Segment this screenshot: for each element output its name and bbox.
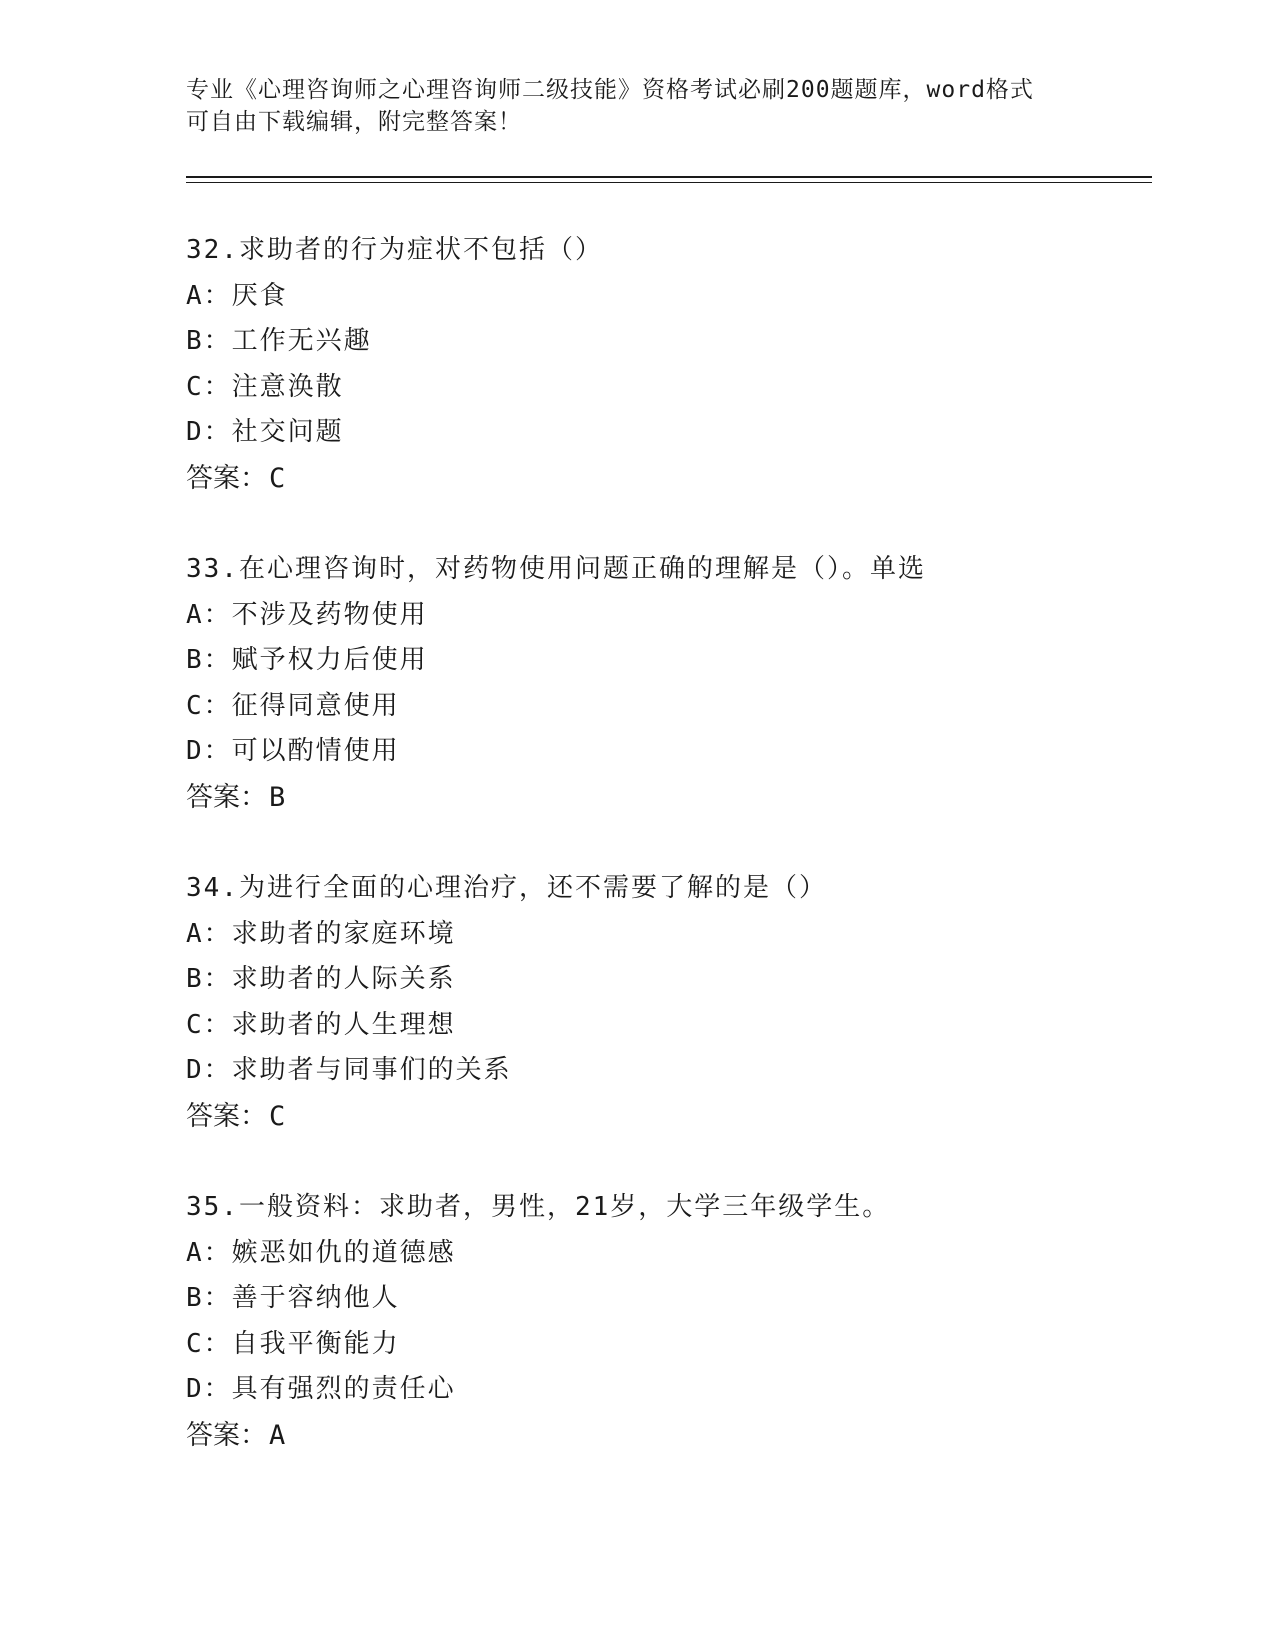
option-b: B：赋予权力后使用 [186,645,428,676]
option-b: B：求助者的人际关系 [186,964,456,995]
question-title: 34.为进行全面的心理治疗，还不需要了解的是（） [186,873,827,903]
option-a: A：不涉及药物使用 [186,599,428,630]
question-32 [186,228,1146,502]
option-a: A：厌食 [186,280,288,311]
answer-value: C [269,1100,286,1132]
question-title: 33.在心理咨询时，对药物使用问题正确的理解是（）。单选 [186,554,926,584]
question-title: 35.一般资料：求助者，男性，21岁，大学三年级学生。 [186,1192,891,1222]
question-35 [186,1185,1146,1459]
document-header [186,74,1086,138]
answer-label: 答案： [186,1100,267,1132]
option-c: C：征得同意使用 [186,690,400,721]
option-c: C：求助者的人生理想 [186,1009,456,1040]
answer-label: 答案： [186,462,267,494]
option-c: C：自我平衡能力 [186,1328,400,1359]
answer-line [186,775,1146,821]
question-33 [186,547,1146,821]
option-d: D：求助者与同事们的关系 [186,1055,512,1086]
option-a: A：求助者的家庭环境 [186,918,456,949]
answer-value: C [269,462,286,494]
header-line-1: 专业《心理咨询师之心理咨询师二级技能》资格考试必刷200题题库，word格式 [186,77,1034,103]
option-d: D：具有强烈的责任心 [186,1374,456,1405]
option-c: C：注意涣散 [186,371,344,402]
header-line-2: 可自由下载编辑，附完整答案！ [186,109,522,135]
header-divider-thick [186,176,1152,178]
option-b: B：善于容纳他人 [186,1283,400,1314]
answer-line [186,456,1146,502]
option-d: D：社交问题 [186,417,344,448]
option-d: D：可以酌情使用 [186,736,400,767]
question-34 [186,866,1146,1140]
answer-value: B [269,781,286,813]
answer-line [186,1094,1146,1140]
answer-value: A [269,1419,286,1451]
answer-line [186,1413,1146,1459]
option-b: B：工作无兴趣 [186,326,372,357]
answer-label: 答案： [186,781,267,813]
header-divider-thin [186,182,1152,183]
answer-label: 答案： [186,1419,267,1451]
option-a: A：嫉恶如仇的道德感 [186,1237,456,1268]
question-title: 32.求助者的行为症状不包括（） [186,235,603,265]
